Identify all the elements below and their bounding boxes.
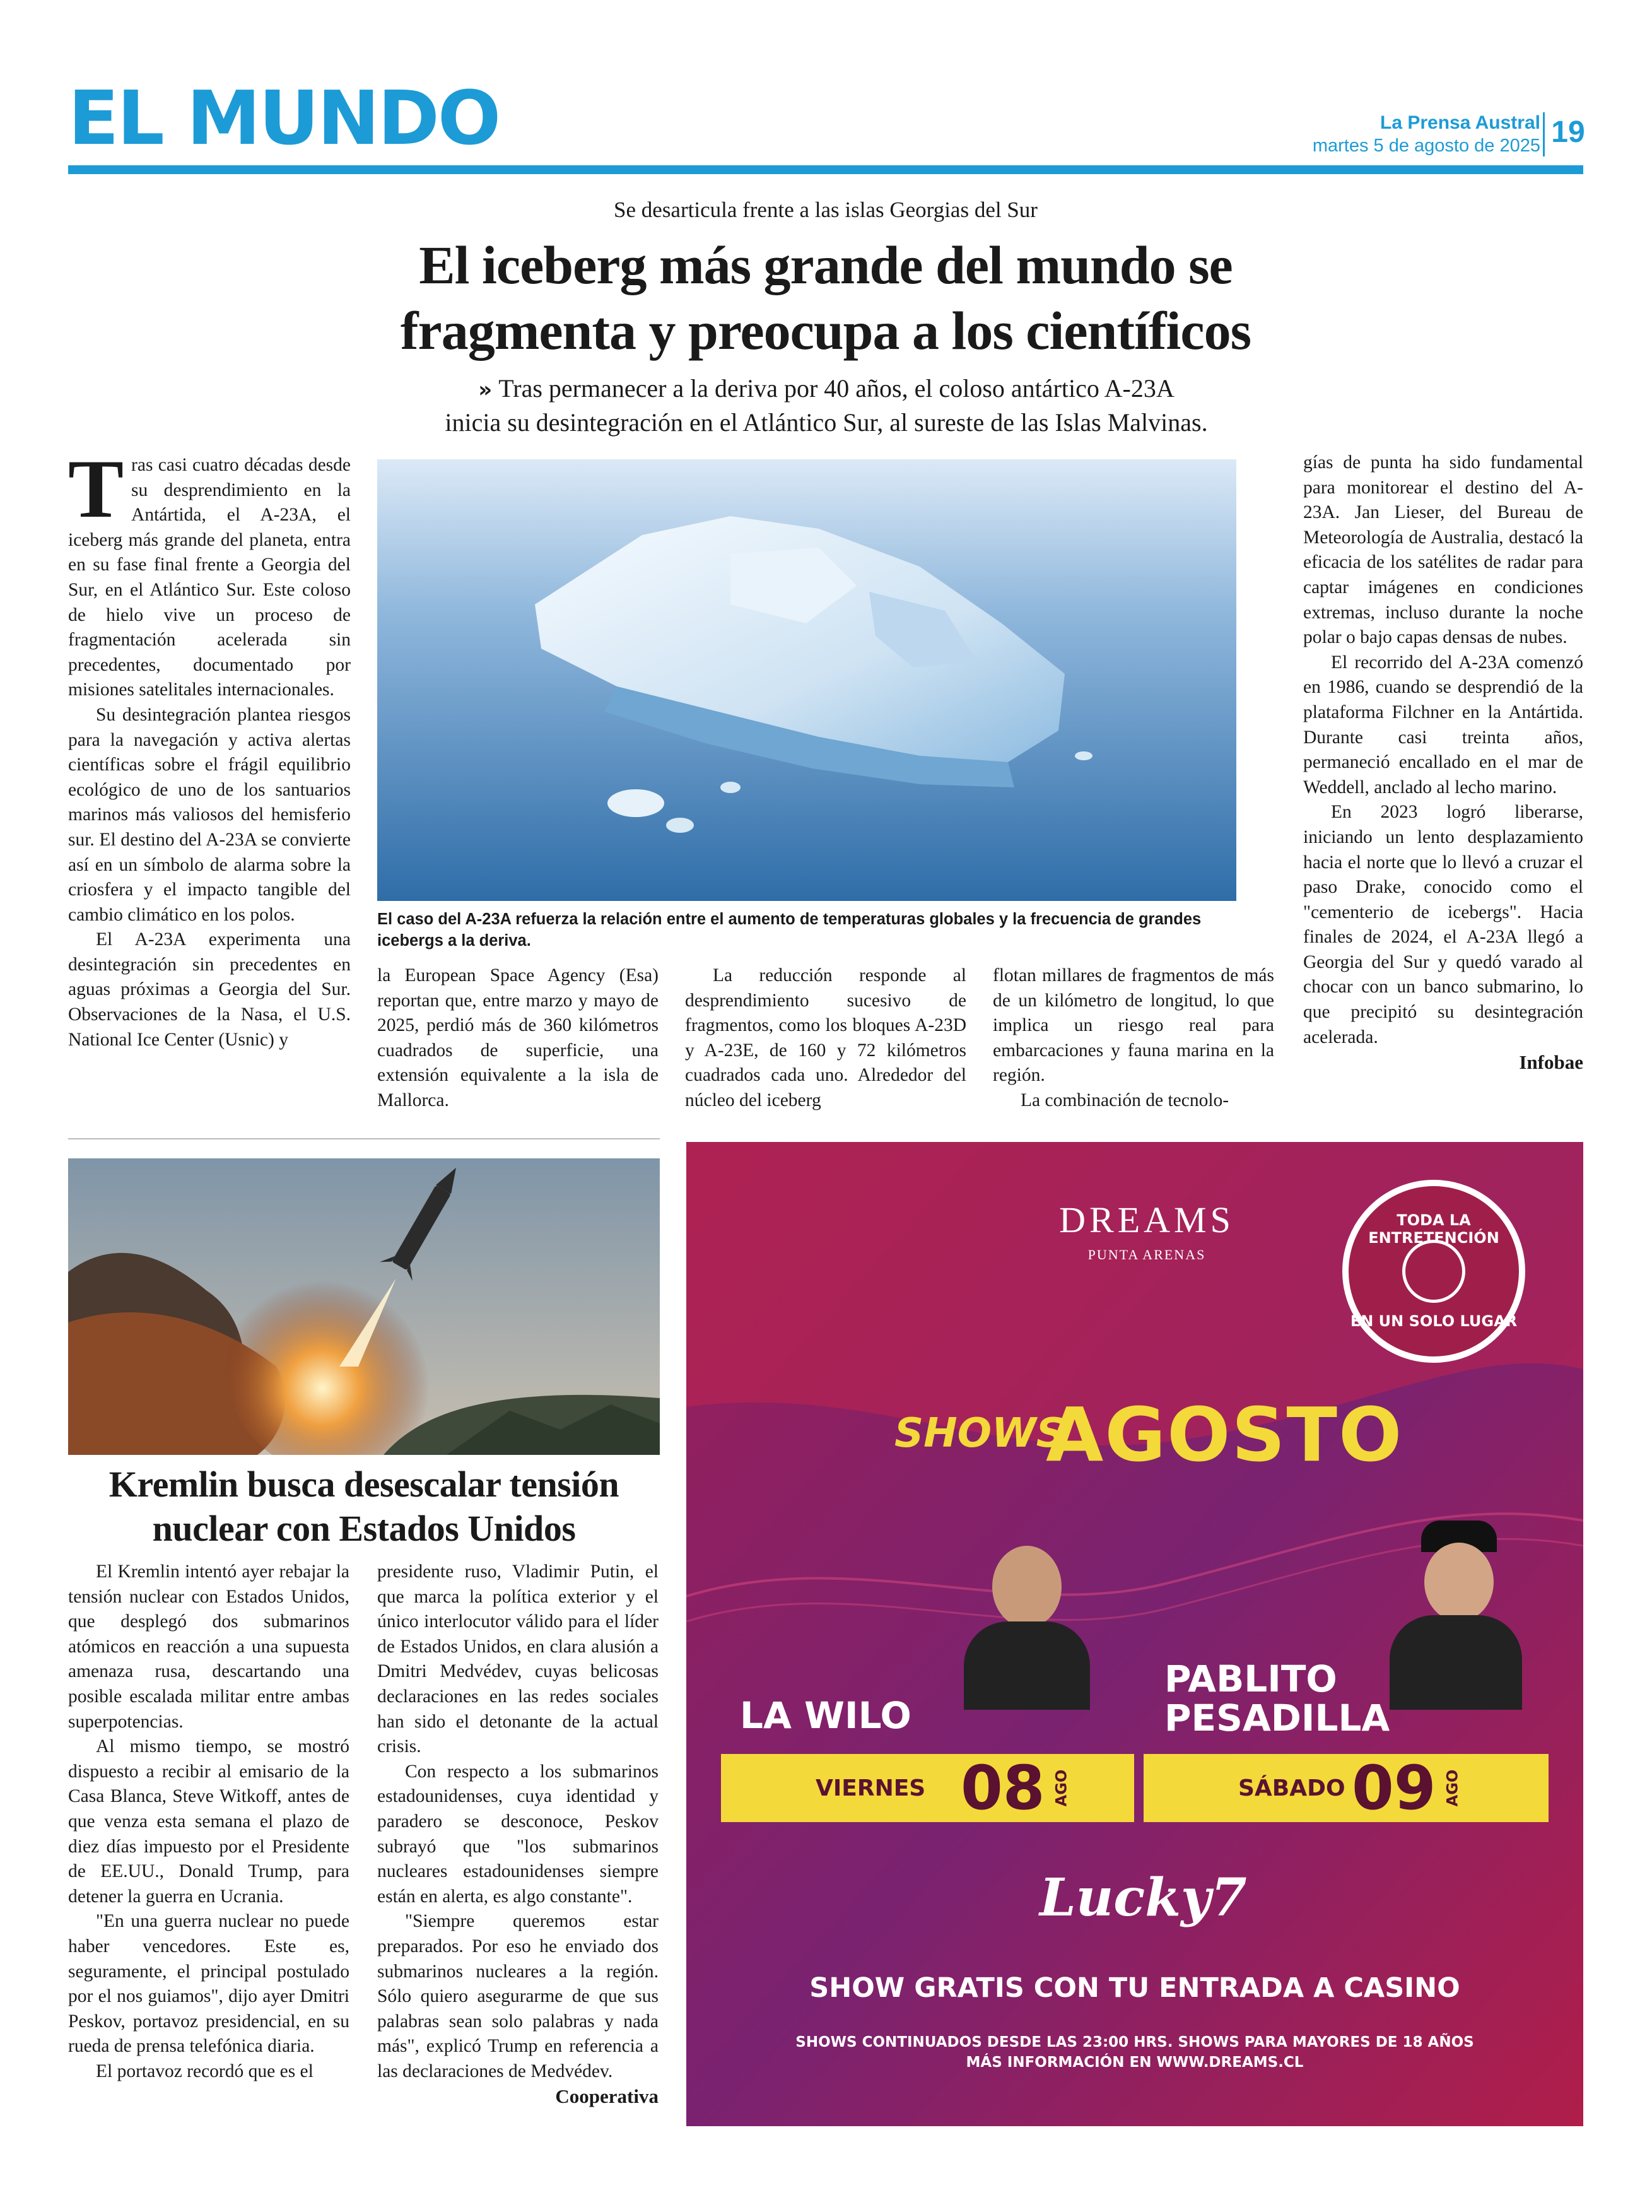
paragraph: Con respecto a los submarinos estadounidenses, cuya identidad y paradero se desconoce, Peskov subrayó que "los submarinos nucleares estadounidenses siempre están en alerta, es algo constante". (377, 1761, 659, 1907)
article-headline (68, 232, 1583, 363)
section-title: EL MUNDO (68, 74, 500, 162)
paragraph: El A-23A experimenta una desintegración sin precedentes en aguas próximas a Georgia del Sur. Observaciones de la Nasa, el U.S. National Ice Center (Usnic) y (68, 929, 351, 1050)
date-banner-act-2 (1144, 1754, 1549, 1822)
paragraph: Al mismo tiempo, se mostró dispuesto a recibir al emisario de la Casa Blanca, Steve Witkoff, antes de que venza esta semana el plazo de diez días impuesto por el Presidente de EE.UU., Donald Trump, para detener la guerra en Ucrania. (68, 1736, 349, 1907)
paragraph: ras casi cuatro décadas desde su desprendimiento en la Antártida, el A-23A, el iceberg más grande del planeta, entra en su fase final frente a Georgia del Sur, en el Atlántico Sur. Este coloso de hielo vive un proceso de fragmentación acelerada sin precedentes, documentado por misiones satelitales internacionales. (68, 455, 351, 700)
article-deck (189, 372, 1463, 439)
paragraph: En 2023 logró liberarse, iniciando un lento desplazamiento hacia el norte que lo llevó a cruzar el paso Drake, conocido como el "cementerio de icebergs". Hacia finales de 2024, el A-23A llegó a Georgia del Sur y quedó varado al chocar con un banco submarino, lo que precipitó su desintegración acelerada. (1303, 802, 1583, 1047)
seal-top-text: TODA LA ENTRETENCIÓN (1368, 1211, 1499, 1247)
date-banner-act-1 (721, 1754, 1134, 1822)
paragraph: presidente ruso, Vladimir Putin, el que marca la política exterior y el único interlocutor válido para el líder de Estados Unidos, en clara alusión a Dmitri Medvédev, cuyas belicosas declaraciones en las redes sociales han sido el detonante de la actual crisis. (377, 1562, 659, 1757)
shows-script: SHOWS (894, 1410, 1065, 1457)
drop-cap: T (68, 442, 124, 535)
paragraph: El Kremlin intentó ayer rebajar la tensión nuclear con Estados Unidos, que desplegó dos submarinos atómicos en reacción a una supuesta amenaza rusa, descartando una posible escalada militar entre ambas superpotencias. (68, 1562, 349, 1732)
kremlin-column-1 (68, 1560, 349, 2084)
paragraph: El recorrido del A-23A comenzó en 1986, cuando se desprendió de la plataforma Filchner en la Antártida. Durante casi treinta años, permaneció encallado en el mar de Weddell, anclado al lecho marino. (1303, 652, 1583, 797)
headline-line-1: El iceberg más grande del mundo se (419, 235, 1233, 295)
paragraph: "En una guerra nuclear no puede haber vencedores. Este es, seguramente, el principal postulado por el nos guiamos", dijo ayer Dmitri Peskov, portavoz presidencial, en su rueda de prensa telefónica diaria. (68, 1911, 349, 2057)
section-divider (68, 1138, 660, 1139)
performer-photo-pablito-pesadilla (1380, 1521, 1532, 1710)
main-column-5 (1303, 450, 1583, 1075)
entertainment-seal (1342, 1180, 1525, 1363)
performer-photo-la-wilo (958, 1546, 1096, 1710)
dreams-logo: DREAMS (1059, 1199, 1234, 1240)
seal-emblem-icon (1402, 1240, 1465, 1303)
deck-line-1: Tras permanecer a la deriva por 40 años, el coloso antártico A-23A (498, 374, 1175, 403)
article-credit: Infobae (1519, 1051, 1583, 1074)
photo-caption: El caso del A-23A refuerza la relación entre el aumento de temperaturas globales y la frecuencia de grandes icebergs a la deriva. (377, 910, 1202, 950)
paragraph: La reducción responde al desprendimiento sucesivo de fragmentos, como los bloques A-23D y A-23E, de 160 y 72 kilómetros cuadrados cada uno. Alrededor del núcleo del iceberg (685, 965, 966, 1110)
missile-photo (68, 1158, 660, 1455)
dreams-advertisement[interactable] (686, 1142, 1583, 2126)
main-column-3 (685, 963, 966, 1114)
paragraph: la European Space Agency (Esa) reportan que, entre marzo y mayo de 2025, perdió más de 360 kilómetros cuadrados de superficie, una extensión equivalente a la isla de Mallorca. (377, 965, 659, 1110)
newspaper-name: La Prensa Austral (1380, 112, 1540, 133)
kremlin-headline-line-1: Kremlin busca desescalar tensión (108, 1464, 619, 1505)
ad-fine-print-2: MÁS INFORMACIÓN EN WWW.DREAMS.CL (966, 2054, 1304, 2071)
page-number: 19 (1551, 115, 1585, 149)
kremlin-headline (68, 1462, 660, 1551)
act-2-day: SÁBADO (1238, 1775, 1345, 1801)
iceberg-illustration (377, 459, 1236, 901)
missile-illustration (68, 1158, 660, 1455)
paragraph: Su desintegración plantea riesgos para la navegación y activa alertas científicas sobre el frágil equilibrio ecológico de uno de los santuarios marinos más valiosos del hemisferio sur. El destino del A-23A se convierte así en un símbolo de alarma sobre la criosfera y el impacto tangible del cambio climático en los polos. (68, 704, 351, 925)
kremlin-column-2 (377, 1560, 659, 2109)
seal-bottom-text: EN UN SOLO LUGAR (1350, 1312, 1518, 1330)
iceberg-photo (377, 459, 1236, 901)
header-rule (68, 165, 1583, 174)
paragraph: El portavoz recordó que es el (96, 2061, 313, 2081)
paragraph: La combinación de tecnolo- (1021, 1090, 1229, 1110)
paragraph: gías de punta ha sido fundamental para monitorear el destino del A-23A. Jan Lieser, del Bureau de Meteorología de Australia, destacó la eficacia de los satélites de radar para captar imágenes en condiciones extremas, incluso durante la noche polar o bajo capas densas de nubes. (1303, 452, 1583, 648)
month-title: AGOSTO (1046, 1391, 1403, 1478)
headline-line-2: fragmenta y preocupa a los científicos (400, 300, 1251, 361)
paragraph: "Siempre queremos estar preparados. Por eso he enviado dos submarinos nucleares a la región. Sólo quiero asegurarme de que sus palabras sean solo palabras y nada más", explicó Trump en referencia a las declaraciones de Medvédev. (377, 1911, 659, 2081)
act-1-month: AGO (1052, 1769, 1070, 1807)
issue-date: martes 5 de agosto de 2025 (1312, 136, 1540, 156)
ad-fine-print-1: SHOWS CONTINUADOS DESDE LAS 23:00 HRS. SHOWS PARA MAYORES DE 18 AÑOS (795, 2034, 1474, 2050)
act-2-month: AGO (1443, 1769, 1462, 1807)
act-1-name: LA WILO (740, 1694, 911, 1737)
double-chevron-right-icon: » (478, 377, 493, 403)
main-column-2 (377, 963, 659, 1114)
act-2-name: PABLITO PESADILLA (1164, 1657, 1390, 1739)
kremlin-headline-line-2: nuclear con Estados Unidos (152, 1508, 576, 1549)
deck-line-2: inicia su desintegración en el Atlántico Sur, al sureste de las Islas Malvinas. (445, 408, 1208, 437)
article-kicker: Se desarticula frente a las islas Georgias del Sur (614, 197, 1038, 222)
header-separator (1543, 112, 1545, 156)
main-column-1 (68, 442, 351, 1052)
kremlin-credit: Cooperativa (555, 2085, 659, 2108)
lucky7-logo: Lucky7 (1040, 1868, 1247, 1928)
act-2-date: 09 (1352, 1753, 1436, 1823)
act-1-day: VIERNES (816, 1775, 926, 1801)
dreams-location: PUNTA ARENAS (1087, 1247, 1206, 1262)
paragraph: flotan millares de fragmentos de más de un kilómetro de longitud, lo que implica un riesgo real para embarcaciones y fauna marina en la región. (993, 965, 1274, 1086)
ad-tagline: SHOW GRATIS CON TU ENTRADA A CASINO (809, 1972, 1460, 2004)
main-column-4 (993, 963, 1274, 1114)
act-1-date: 08 (961, 1753, 1045, 1823)
